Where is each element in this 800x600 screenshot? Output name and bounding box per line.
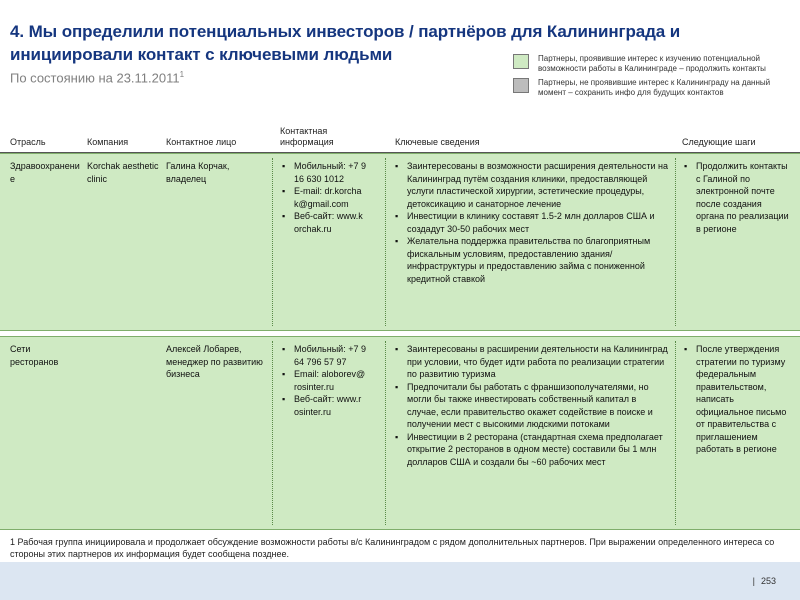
- cell-sector: Здравоохранение: [10, 161, 80, 184]
- column-separator: [675, 341, 676, 525]
- key-info-item: ▪ Заинтересованы в возможности расширения деятельности на Калининград путём создания клиники, предоставляющей услуги пластической хирургии, эстетические процедуры, детоксикацию и санаторное лечение: [395, 160, 670, 210]
- col-header-key-info: Ключевые сведения: [395, 137, 480, 147]
- contact-phone: ▪ Мобильный: +7 964 796 57 97: [282, 343, 366, 368]
- footnote-text: Рабочая группа инициировала и продолжает обсуждение возможности работы в/с Калининградом с рядом дополнительных партнеров. При выражении определенного интереса со стороны этих партнеров их информация будет сообщена позднее.: [10, 537, 775, 559]
- legend-label: Партнеры, не проявившие интерес к Калининграду на данный момент – сохранить инфо для будущих контактов: [538, 78, 771, 97]
- cell-key-info: [395, 343, 670, 468]
- footnote: [10, 536, 790, 560]
- cell-company: Korchak aesthetic clinic: [87, 161, 159, 184]
- col-header-next-steps: Следующие шаги: [682, 137, 756, 147]
- table-row: [0, 153, 800, 331]
- key-info-item: ▪ Инвестиции в 2 ресторана (стандартная схема предполагает открытие 2 ресторанов в одном месте) составили бы 1 млн долларов США и создали бы ~60 рабочих мест: [395, 431, 670, 469]
- cell-contact-person: Алексей Лобарев, менеджер по развитию бизнеса: [166, 344, 263, 379]
- cell-sector: Сети ресторанов: [10, 344, 59, 367]
- contact-email: ▪ E-mail: dr.korchak@gmail.com: [282, 185, 366, 210]
- cell-contact-info: [282, 160, 366, 235]
- legend-item-interested: [513, 54, 793, 74]
- contact-website: ▪ Веб-сайт: www.rosinter.ru: [282, 393, 366, 418]
- as-of-date-text: По состоянию на 23.11.2011: [10, 70, 180, 86]
- next-step-item: ▪ Продолжить контакты с Галиной по электронной почте после создания органа по реализации в регионе: [684, 160, 790, 235]
- col-header-sector: Отрасль: [10, 137, 46, 147]
- page-title: 4. Мы определили потенциальных инвесторов / партнёров для Калининграда и инициировали контакт с ключевыми людьми: [10, 22, 681, 64]
- cell-next-steps: [684, 160, 790, 235]
- as-of-date: [10, 70, 184, 85]
- legend-swatch-gray: [513, 78, 529, 93]
- col-header-company: Компания: [87, 137, 129, 147]
- cell-contact-info: [282, 343, 366, 418]
- contact-phone: ▪ Мобильный: +7 916 630 1012: [282, 160, 366, 185]
- key-info-item: ▪ Заинтересованы в расширении деятельности на Калининград при условии, что будет идти работа по реализации стратегии по развитию туризма: [395, 343, 670, 381]
- cell-next-steps: [684, 343, 790, 456]
- column-separator: [675, 158, 676, 326]
- page-number: [753, 576, 776, 586]
- col-header-contact-info: Контактная информация: [280, 126, 334, 147]
- column-separator: [385, 158, 386, 326]
- legend-item-not-interested: [513, 78, 793, 98]
- footnote-number: 1: [10, 537, 16, 547]
- legend-label: Партнеры, проявившие интерес к изучению потенциальной возможности работы в Калининграде – продолжить контакты: [538, 54, 766, 73]
- contact-website: ▪ Веб-сайт: www.korchak.ru: [282, 210, 366, 235]
- footer-band: [0, 562, 800, 600]
- cell-key-info: [395, 160, 670, 285]
- next-step-item: ▪ После утверждения стратегии по туризму федеральным правительством, написать официальное письмо от правительства с приглашением работать в регионе: [684, 343, 790, 456]
- footnote-mark: 1: [179, 70, 185, 79]
- column-separator: [272, 158, 273, 326]
- column-separator: [272, 341, 273, 525]
- table-header: [0, 118, 800, 152]
- contact-email: ▪ Email: aloborev@rosinter.ru: [282, 368, 366, 393]
- key-info-item: ▪ Желательна поддержка правительства по благоприятным фискальным условиям, предоставлению здания/ инфраструктуры и предоставлению займа с пониженной кредитной ставкой: [395, 235, 670, 285]
- page-number-value: 253: [760, 576, 776, 586]
- key-info-item: ▪ Предпочитали бы работать с франшизополучателями, но могли бы также инвестировать собственный капитал в случае, если правительство окажет содействие в поиске и получении мест с высокими людскими потоками: [395, 381, 670, 431]
- col-header-contact-person: Контактное лицо: [166, 137, 237, 147]
- table-row: [0, 336, 800, 530]
- page-number-divider: |: [752, 576, 755, 586]
- column-separator: [385, 341, 386, 525]
- legend: [513, 54, 793, 102]
- cell-contact-person: Галина Корчак, владелец: [166, 161, 230, 184]
- key-info-item: ▪ Инвестиции в клинику составят 1.5-2 млн долларов США и создадут 30-50 рабочих мест: [395, 210, 670, 235]
- legend-swatch-green: [513, 54, 529, 69]
